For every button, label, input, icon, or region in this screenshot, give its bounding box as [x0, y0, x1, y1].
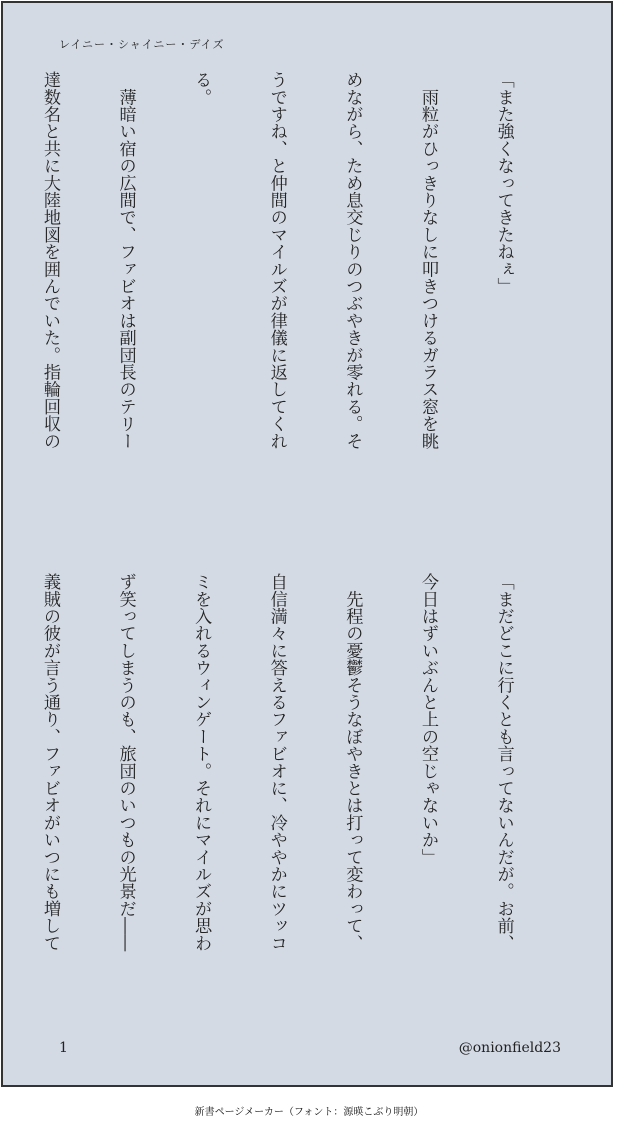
page-header-title: レイニー・シャイニー・デイズ	[59, 38, 225, 51]
page-number: 1	[59, 1040, 68, 1056]
author-handle: @onionfield23	[458, 1040, 561, 1056]
text-line: 薄暗い宿の広間で、ファビオは副団長のテリー	[115, 71, 136, 450]
text-line: 雨粒がひっきりなしに叩きつけるガラス窓を眺	[417, 71, 438, 450]
book-page	[1, 1, 613, 1087]
text-block-top	[0, 71, 566, 541]
text-line: ミを入れるウィンゲート。それにマイルズが思わ	[191, 573, 212, 952]
text-line: 今日はずいぶんと上の空じゃないか」	[417, 573, 438, 866]
text-line: る。	[191, 71, 212, 106]
text-line: 「また強くなってきたねぇ」	[493, 71, 514, 295]
text-line: うですね、と仲間のマイルズが律儀に返してくれ	[266, 71, 287, 450]
text-line: 先程の憂鬱そうなぼやきとは打って変わって、	[342, 573, 363, 952]
text-line: ず笑ってしまうのも、旅団のいつもの光景だ――	[115, 573, 136, 952]
text-block-bottom	[0, 573, 566, 1043]
text-line: 達数名と共に大陸地図を囲んでいた。指輪回収の	[39, 71, 60, 450]
text-line: 「まだどこに行くとも言ってないんだが。お前、	[493, 573, 514, 952]
text-line: めながら、ため息交じりのつぶやきが零れる。そ	[342, 71, 363, 450]
generator-credit: 新書ページメーカー（フォント：源暎こぶり明朝）	[194, 1107, 424, 1118]
text-line: 義賊の彼が言う通り、ファビオがいつにも増して	[39, 573, 60, 952]
text-line: 自信満々に答えるファビオに、冷ややかにツッコ	[266, 573, 287, 952]
